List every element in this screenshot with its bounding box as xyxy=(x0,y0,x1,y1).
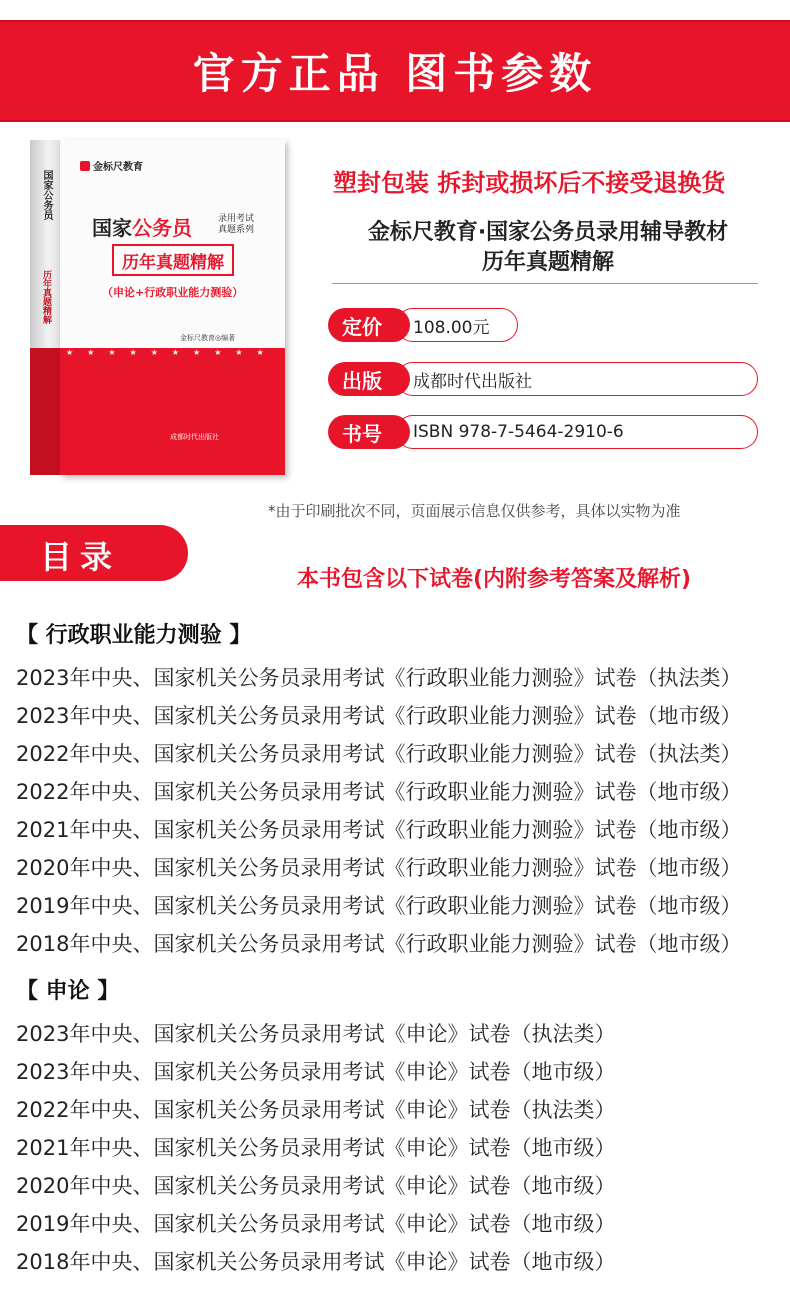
list-item: 2020年中央、国家机关公务员录用考试《行政职业能力测验》试卷（地市级） xyxy=(16,856,742,880)
list-item: 2022年中央、国家机关公务员录用考试《申论》试卷（执法类） xyxy=(16,1098,616,1122)
divider xyxy=(332,283,758,284)
param-publisher xyxy=(328,362,758,396)
list-item: 2023年中央、国家机关公务员录用考试《行政职业能力测验》试卷（执法类） xyxy=(16,666,742,690)
cover-logo-text: 金标尺教育 xyxy=(93,162,143,173)
cover-stars-decoration: ★★★★★★★★★★ xyxy=(66,348,278,357)
logo-icon xyxy=(80,161,90,171)
banner-title: 官方正品 图书参数 xyxy=(192,49,598,98)
cover-publisher: 成都时代出版社 xyxy=(170,433,219,441)
cover-series-line: 真题系列 xyxy=(218,225,255,235)
cover-red-band xyxy=(60,348,285,475)
cover-logo xyxy=(80,158,143,173)
param-label: 定价 xyxy=(328,308,410,342)
list-item: 2022年中央、国家机关公务员录用考试《行政职业能力测验》试卷（执法类） xyxy=(16,742,742,766)
cover-title xyxy=(92,212,192,241)
list-item: 2018年中央、国家机关公务员录用考试《行政职业能力测验》试卷（地市级） xyxy=(16,932,742,956)
header-banner xyxy=(0,20,790,122)
list-item: 2020年中央、国家机关公务员录用考试《申论》试卷（地市级） xyxy=(16,1174,616,1198)
cover-series xyxy=(218,214,254,236)
param-isbn xyxy=(328,415,758,449)
book-front-cover xyxy=(60,140,285,475)
list-item: 2023年中央、国家机关公务员录用考试《行政职业能力测验》试卷（地市级） xyxy=(16,704,742,728)
list-item: 2018年中央、国家机关公务员录用考试《申论》试卷（地市级） xyxy=(16,1250,616,1274)
list-item: 2023年中央、国家机关公务员录用考试《申论》试卷（执法类） xyxy=(16,1022,616,1046)
param-value: 成都时代出版社 xyxy=(396,362,758,396)
param-label: 出版 xyxy=(328,362,410,396)
cover-title-part2: 公务员 xyxy=(132,216,192,240)
cover-series-line: 录用考试 xyxy=(218,214,255,224)
param-value: ISBN 978-7-5464-2910-6 xyxy=(396,415,758,449)
book-cover-image xyxy=(30,140,285,475)
spine-subtitle: 历年真题精解 xyxy=(41,270,51,324)
list-item: 2021年中央、国家机关公务员录用考试《申论》试卷（地市级） xyxy=(16,1136,616,1160)
list-item: 2021年中央、国家机关公务员录用考试《行政职业能力测验》试卷（地市级） xyxy=(16,818,742,842)
packaging-notice: 塑封包装 拆封或损坏后不接受退换货 xyxy=(333,169,726,197)
spine-title: 国家公务员 xyxy=(41,170,52,220)
param-price xyxy=(328,308,518,342)
book-spine-red-band xyxy=(30,348,60,475)
param-label: 书号 xyxy=(328,415,410,449)
section-title-xingce: 【 行政职业能力测验 】 xyxy=(16,623,252,648)
book-name xyxy=(328,218,768,278)
toc-tab-label: 目录 xyxy=(40,538,121,576)
cover-subtitle: （申论+行政职业能力测验） xyxy=(102,286,244,299)
book-name-line2: 历年真题精解 xyxy=(481,250,614,275)
list-item: 2019年中央、国家机关公务员录用考试《申论》试卷（地市级） xyxy=(16,1212,616,1236)
list-item: 2023年中央、国家机关公务员录用考试《申论》试卷（地市级） xyxy=(16,1060,616,1084)
list-item: 2019年中央、国家机关公务员录用考试《行政职业能力测验》试卷（地市级） xyxy=(16,894,742,918)
disclaimer-footnote: *由于印刷批次不同，页面展示信息仅供参考，具体以实物为准 xyxy=(268,502,681,520)
cover-title-part1: 国家 xyxy=(92,216,132,240)
cover-main-title: 历年真题精解 xyxy=(112,244,234,276)
book-name-line1: 金标尺教育·国家公务员录用辅导教材 xyxy=(367,220,729,245)
toc-note: 本书包含以下试卷(内附参考答案及解析) xyxy=(297,567,692,592)
list-item: 2022年中央、国家机关公务员录用考试《行政职业能力测验》试卷（地市级） xyxy=(16,780,742,804)
section-title-shenlun: 【 申论 】 xyxy=(16,979,120,1004)
param-value: 108.00元 xyxy=(396,308,518,342)
cover-author: 金标尺教育◎编著 xyxy=(180,334,236,342)
